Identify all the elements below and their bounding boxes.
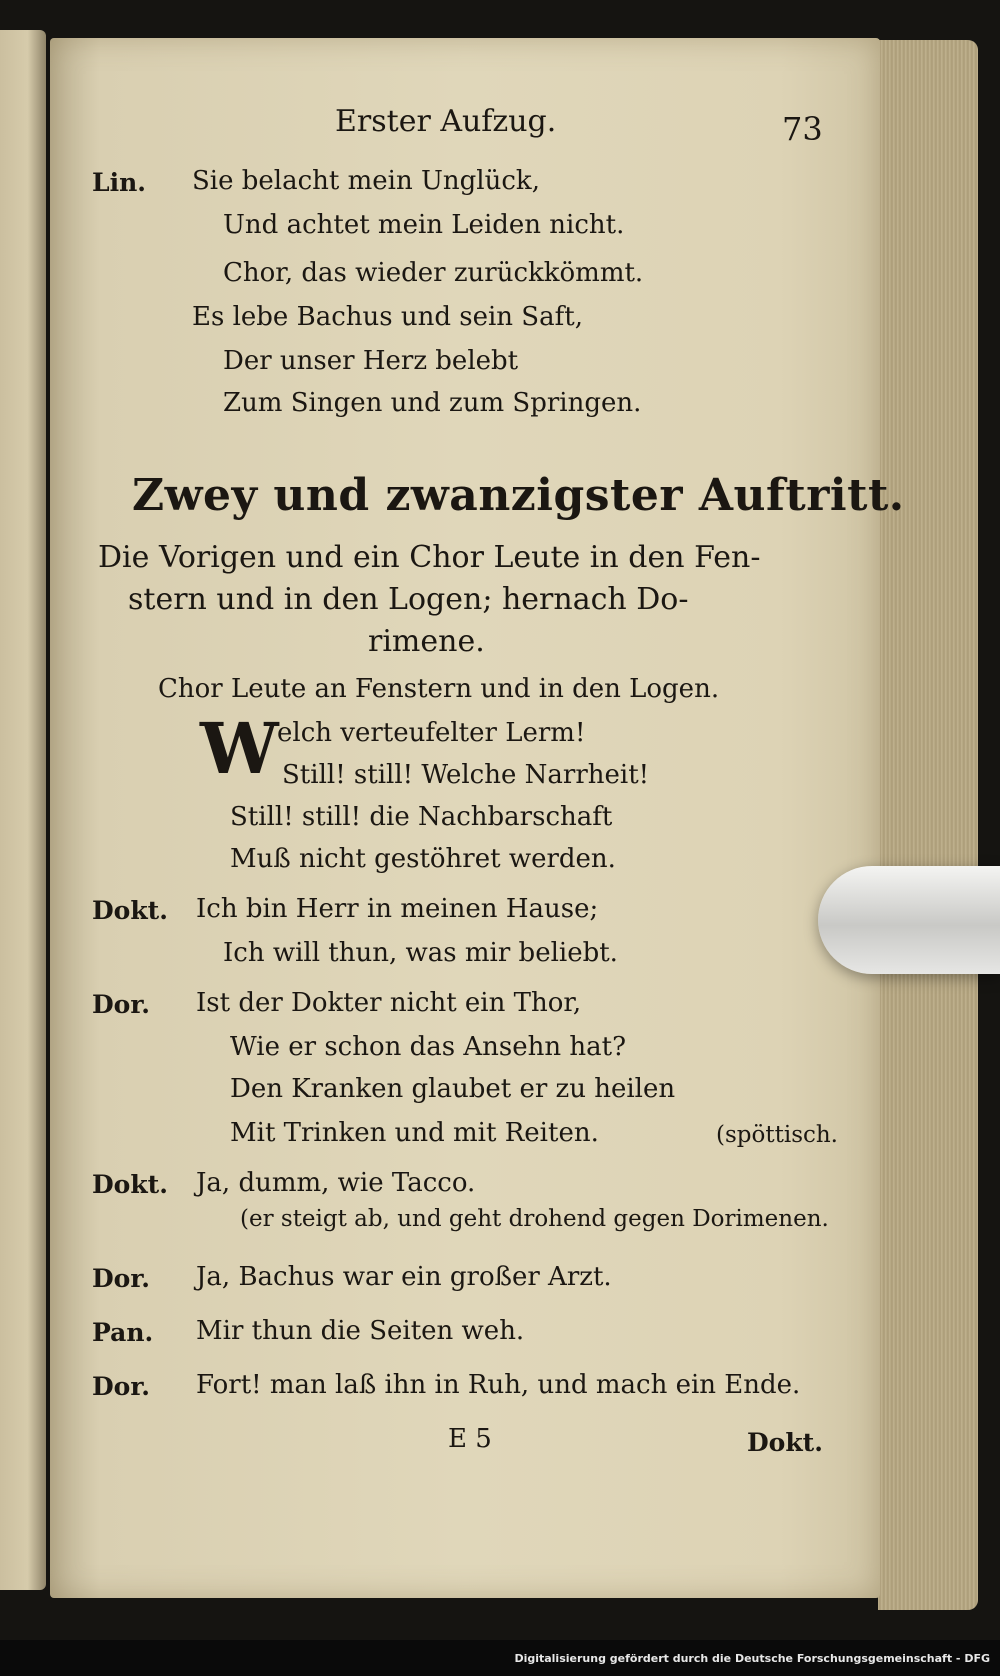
- verse-line: Fort! man laß ihn in Ruh, und mach ein Ende.: [196, 1370, 801, 1400]
- footer-bar: [0, 1640, 1000, 1676]
- speaker-label: Pan.: [92, 1318, 154, 1347]
- running-title: Erster Aufzug.: [335, 104, 557, 139]
- verse-line: Es lebe Bachus und sein Saft,: [192, 302, 583, 332]
- scene-subtitle-line: stern und in den Logen; hernach Do-: [128, 582, 689, 617]
- signature-mark: E 5: [448, 1424, 492, 1454]
- speaker-label: Dokt.: [92, 896, 168, 925]
- previous-page-edge: [0, 30, 46, 1590]
- verse-line: Den Kranken glaubet er zu heilen: [230, 1074, 676, 1104]
- chorus-cue: Chor Leute an Fenstern und in den Logen.: [158, 674, 720, 704]
- verse-line: Mit Trinken und mit Reiten.: [230, 1118, 599, 1148]
- verse-line: elch verteufelter Lerm!: [277, 718, 586, 748]
- verse-line: Ja, dumm, wie Tacco.: [196, 1168, 476, 1198]
- speaker-label: Dor.: [92, 1264, 150, 1293]
- verse-line: Und achtet mein Leiden nicht.: [223, 210, 625, 240]
- verse-line: Mir thun die Seiten weh.: [196, 1316, 525, 1346]
- scene-subtitle-line: rimene.: [368, 624, 485, 659]
- stage-aside: (spöttisch.: [716, 1122, 838, 1148]
- dfg-credit: Digitalisierung gefördert durch die Deutsche Forschungsgemeinschaft - DFG: [514, 1652, 990, 1665]
- speaker-label: Lin.: [92, 168, 146, 197]
- verse-line: Muß nicht gestöhret werden.: [230, 844, 616, 874]
- verse-line: Ja, Bachus war ein großer Arzt.: [196, 1262, 612, 1292]
- verse-line: Ist der Dokter nicht ein Thor,: [196, 988, 582, 1018]
- stage-direction: (er steigt ab, und geht drohend gegen Dorimenen.: [240, 1206, 829, 1232]
- scene-subtitle-line: Die Vorigen und ein Chor Leute in den Fen-: [98, 540, 761, 575]
- scene-title: Zwey und zwanzigster Auftritt.: [132, 470, 905, 521]
- speaker-label: Dor.: [92, 1372, 150, 1401]
- verse-line: Sie belacht mein Unglück,: [192, 166, 540, 196]
- speaker-label: Dokt.: [92, 1170, 168, 1199]
- verse-line: Still! still! die Nachbarschaft: [230, 802, 613, 832]
- catchword: Dokt.: [747, 1428, 823, 1457]
- verse-line: Ich will thun, was mir beliebt.: [223, 938, 618, 968]
- book-page: [50, 38, 905, 1598]
- drop-initial: W: [200, 707, 279, 790]
- verse-line: Still! still! Welche Narrheit!: [282, 760, 650, 790]
- page-clip: [818, 866, 1000, 974]
- verse-line: Ich bin Herr in meinen Hause;: [196, 894, 599, 924]
- page-edges: [878, 40, 978, 1610]
- chorus-cue: Chor, das wieder zurückkömmt.: [223, 258, 644, 288]
- verse-line: Wie er schon das Ansehn hat?: [230, 1032, 627, 1062]
- speaker-label: Dor.: [92, 990, 150, 1019]
- page-number: 73: [782, 110, 823, 148]
- verse-line: Der unser Herz belebt: [223, 346, 519, 376]
- verse-line: Zum Singen und zum Springen.: [223, 388, 642, 418]
